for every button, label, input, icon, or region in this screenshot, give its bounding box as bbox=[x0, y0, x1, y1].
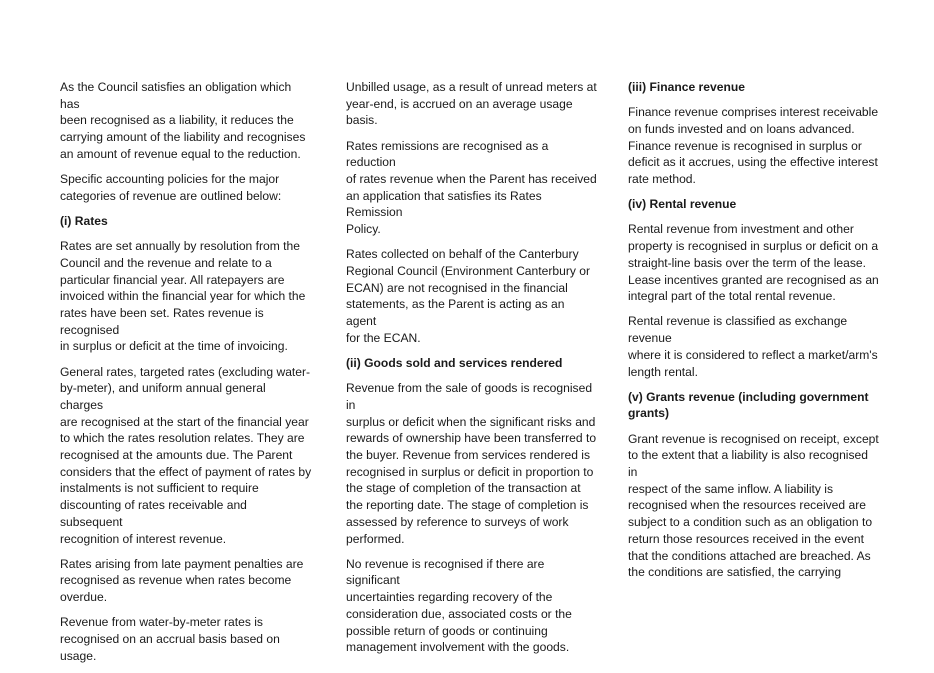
paragraph-unbilled-usage: Unbilled usage, as a result of unread meters at year-end, is accrued on an average usage basis. bbox=[346, 80, 597, 128]
paragraph-policies-intro: Specific accounting policies for the major categories of revenue are outlined below: bbox=[60, 172, 282, 203]
paragraph-rates-remissions: Rates remissions are recognised as a reduction of rates revenue when the Parent has received an application that satisfies its Rates Remission Policy. bbox=[346, 138, 597, 237]
heading-grants-revenue: (v) Grants revenue (including government grants) bbox=[628, 389, 869, 421]
paragraph-rental-revenue: Rental revenue from investment and other property is recognised in surplus or deficit on a straight-line basis over the term of the lease. Lease incentives granted are recognised as an integral part of the total rental revenue. bbox=[628, 222, 879, 304]
paragraph-ecan-rates: Rates collected on behalf of the Canterbury Regional Council (Environment Canterbury or ECAN) are not recognised in the financial statements, as the Parent is acting as an agent for the ECAN. bbox=[346, 247, 591, 345]
heading-rates: (i) Rates bbox=[60, 213, 108, 228]
heading-goods-services: (ii) Goods sold and services rendered bbox=[346, 356, 563, 371]
heading-finance-revenue: (iii) Finance revenue bbox=[628, 80, 745, 94]
paragraph-obligation: As the Council satisfies an obligation which has been recognised as a liability, it reduces the carrying amount of the liability and recognises an amount of revenue equal to the reduction. bbox=[60, 80, 306, 161]
paragraph-rental-classification: Rental revenue is classified as exchange revenue where it is considered to reflect a market/arm's length rental. bbox=[628, 314, 878, 379]
column-left bbox=[60, 79, 312, 673]
column-right bbox=[628, 79, 880, 589]
paragraph-general-rates: General rates, targeted rates (excluding water- by-meter), and uniform annual general charges are recognised at the start of the financial year to which the rates resolution relates. They are recognised at the amounts due. The Parent considers that the effect of payment of rates by instalments is not sufficient to require discounting of rates receivable and subsequent recognition of interest revenue. bbox=[60, 364, 312, 546]
paragraph-grants-revenue: Grant revenue is recognised on receipt, except to the extent that a liability is also recognised in respect of the same inflow. A liability is recognised when the resources received are subject to a condition such as an obligation to return those resources received in the event that the conditions attached are breached. As the conditions are satisfied, the carrying bbox=[628, 431, 879, 580]
paragraph-late-penalties: Rates arising from late payment penalties are recognised as revenue when rates become overdue. bbox=[60, 556, 304, 605]
paragraph-finance-revenue: Finance revenue comprises interest receivable on funds invested and on loans advanced. Finance revenue is recognised in surplus or deficit as it accrues, using the effective interest rate method. bbox=[628, 105, 879, 187]
heading-rental-revenue: (iv) Rental revenue bbox=[628, 197, 737, 212]
paragraph-rates-set: Rates are set annually by resolution from the Council and the revenue and relate to a particular financial year. All ratepayers are invoiced within the financial year for which the rates have been set. Rates revenue is recognised in surplus or deficit at the time of invoicing. bbox=[60, 239, 306, 354]
paragraph-water-by-meter: Revenue from water-by-meter rates is recognised on an accrual basis based on usage. bbox=[60, 615, 280, 663]
column-middle bbox=[346, 79, 598, 665]
paragraph-no-revenue: No revenue is recognised if there are significant uncertainties regarding recovery of the consideration due, associated costs or the possible return of goods or continuing management involvement with the goods. bbox=[346, 556, 572, 655]
paragraph-sale-of-goods: Revenue from the sale of goods is recognised in surplus or deficit when the significant risks and rewards of ownership have been transferred to the buyer. Revenue from services rendered is recognised in surplus or deficit in proportion to the stage of completion of the transaction at the reporting date. The stage of completion is assessed by reference to surveys of work performed. bbox=[346, 381, 597, 546]
